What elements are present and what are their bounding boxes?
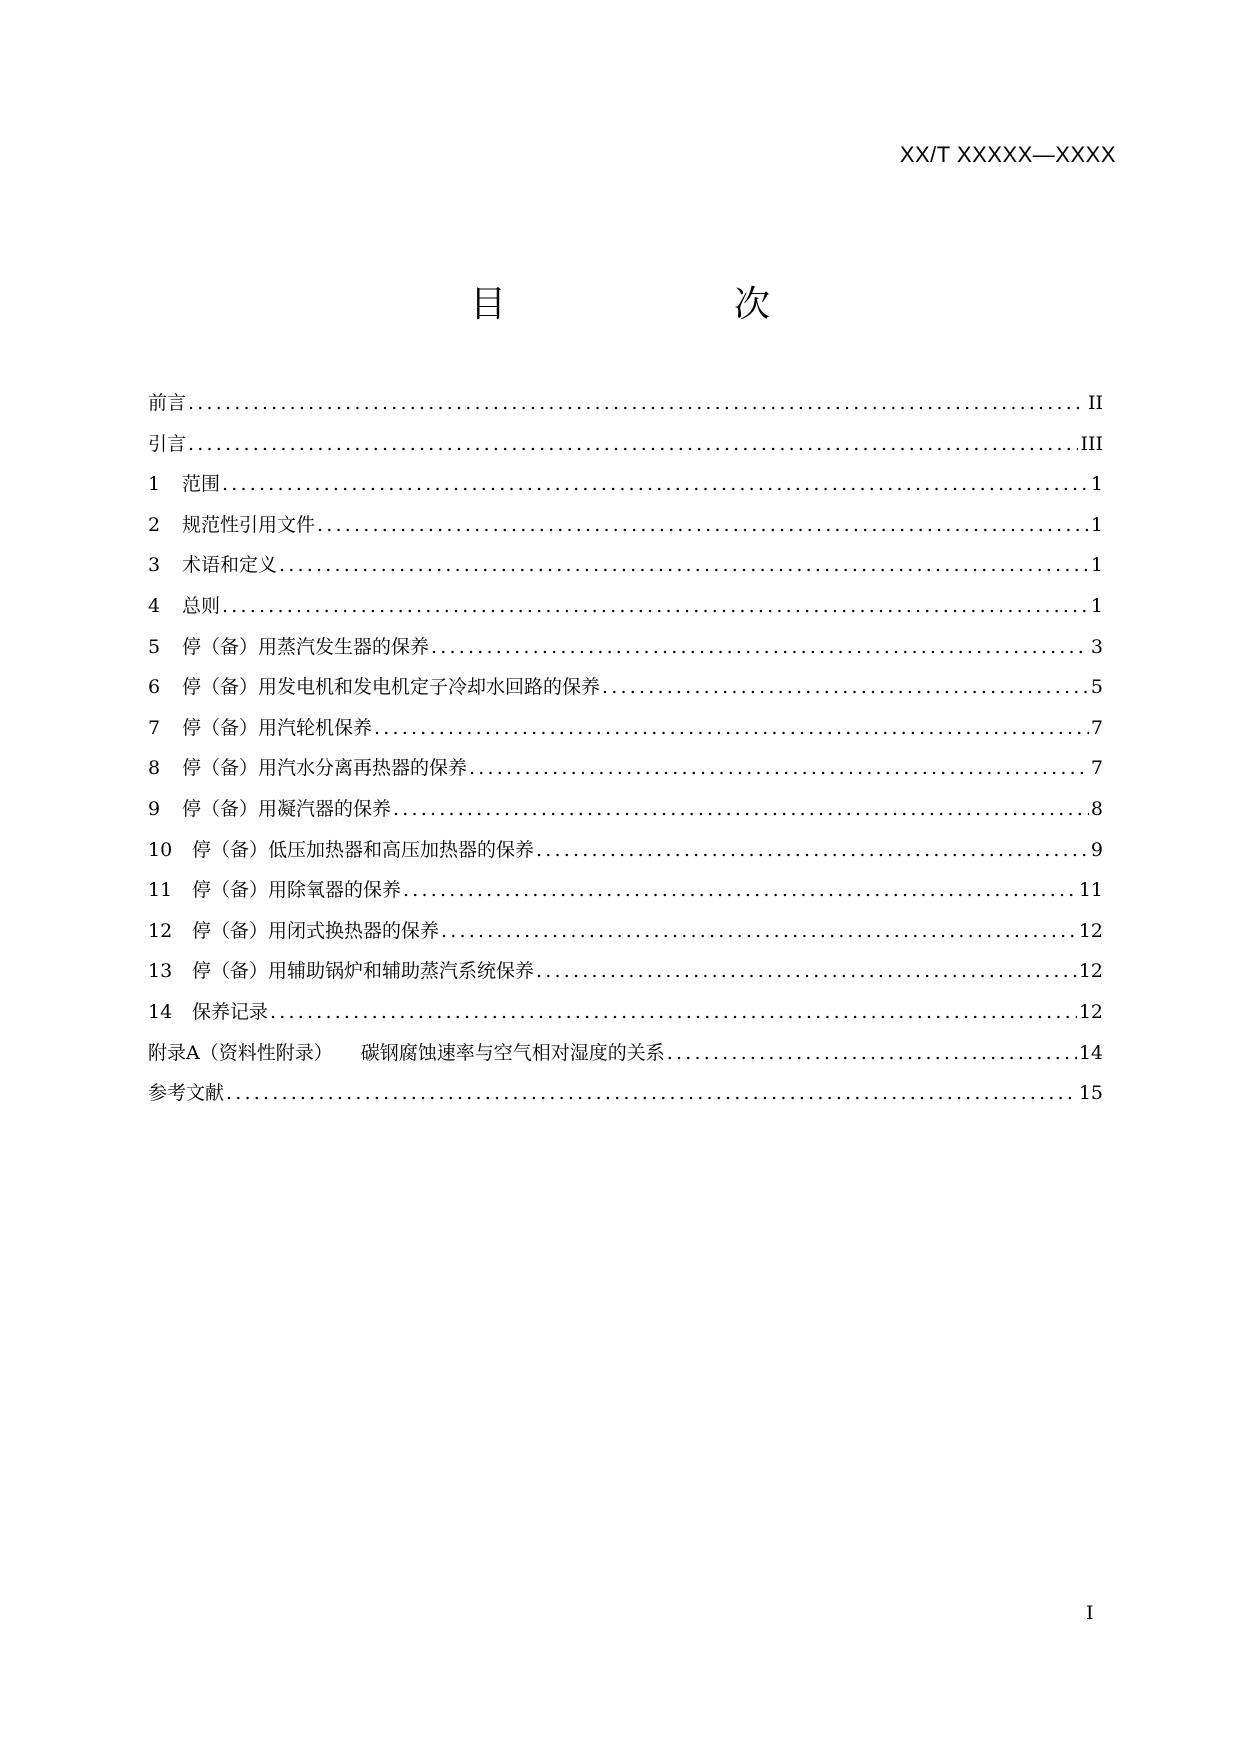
toc-entry-label: 术语和定义	[182, 554, 278, 577]
toc-leader-dots	[536, 839, 1089, 861]
toc-leader-dots	[403, 879, 1077, 901]
toc-entry-4[interactable]	[148, 591, 1103, 632]
toc-entry-number: 8	[148, 757, 161, 780]
toc-entry-references[interactable]	[148, 1078, 1103, 1119]
toc-entry-number: 5	[148, 635, 161, 658]
toc-entry-page: 12	[1078, 919, 1103, 942]
toc-entry-appendix-title: 碳钢腐蚀速率与空气相对湿度的关系	[360, 1041, 665, 1064]
toc-leader-dots	[188, 392, 1086, 414]
toc-entry-page: 11	[1078, 879, 1103, 902]
toc-entry-label: 参考文献	[148, 1082, 225, 1105]
toc-entry-14[interactable]	[148, 997, 1103, 1038]
toc-entry-label: 引言	[148, 432, 187, 455]
standard-code: XX/T XXXXX—XXXX	[899, 142, 1116, 167]
toc-entry-number: 9	[148, 797, 161, 820]
toc-entry-label: 前言	[148, 392, 187, 414]
toc-entry-label: 停（备）用除氧器的保养	[192, 879, 402, 902]
toc-entry-label: 停（备）用凝汽器的保养	[182, 797, 392, 820]
toc-entry-12[interactable]	[148, 916, 1103, 957]
toc-entry-page: 7	[1090, 757, 1103, 780]
toc-entry-number: 12	[148, 919, 173, 942]
toc-entry-label: 停（备）用辅助锅炉和辅助蒸汽系统保养	[192, 960, 535, 983]
toc-leader-dots	[222, 473, 1089, 495]
toc-entry-number: 2	[148, 513, 161, 536]
toc-entry-page: 12	[1078, 960, 1103, 983]
toc-leader-dots	[393, 798, 1089, 820]
toc-entry-1[interactable]	[148, 469, 1103, 510]
toc-entry-page: II	[1087, 392, 1103, 414]
toc-leader-dots	[226, 1082, 1077, 1104]
toc-entry-label: 停（备）用发电机和发电机定子冷却水回路的保养	[182, 676, 601, 699]
toc-entry-5[interactable]	[148, 632, 1103, 673]
toc-entry-page: 1	[1090, 513, 1103, 536]
toc-entry-appendix-a[interactable]	[148, 1038, 1103, 1079]
toc-leader-dots	[188, 433, 1078, 455]
page-title: 目 次	[469, 284, 822, 325]
toc-entry-page: III	[1080, 432, 1103, 455]
toc-entry-preface[interactable]	[148, 388, 1103, 429]
toc-entry-page: 3	[1090, 635, 1103, 658]
toc-entry-number: 6	[148, 676, 161, 699]
toc-entry-number: 10	[148, 838, 173, 861]
toc-entry-number: 3	[148, 554, 161, 577]
toc-entry-label: 附录A（资料性附录）	[148, 1041, 333, 1064]
toc-entry-label: 总则	[182, 594, 221, 617]
toc-entry-6[interactable]	[148, 672, 1103, 713]
toc-entry-10[interactable]	[148, 835, 1103, 876]
toc-leader-dots	[222, 595, 1089, 617]
toc-entry-label: 停（备）用汽轮机保养	[182, 716, 373, 739]
toc-entry-number: 1	[148, 473, 161, 496]
page-number: I	[1086, 1602, 1094, 1624]
toc-entry-9[interactable]	[148, 794, 1103, 835]
table-of-contents	[148, 388, 1103, 1119]
toc-entry-page: 1	[1090, 473, 1103, 496]
toc-leader-dots	[667, 1042, 1077, 1064]
toc-entry-number: 4	[148, 594, 161, 617]
toc-entry-page: 8	[1090, 797, 1103, 820]
toc-entry-page: 1	[1090, 594, 1103, 617]
toc-entry-label: 规范性引用文件	[182, 513, 316, 536]
toc-entry-8[interactable]	[148, 753, 1103, 794]
toc-entry-page: 14	[1078, 1041, 1103, 1064]
toc-entry-number: 11	[148, 879, 173, 902]
toc-entry-page: 9	[1090, 838, 1103, 861]
toc-entry-7[interactable]	[148, 713, 1103, 754]
toc-entry-label: 停（备）用蒸汽发生器的保养	[182, 635, 430, 658]
toc-leader-dots	[270, 1001, 1077, 1023]
toc-entry-label: 保养记录	[192, 1000, 269, 1023]
toc-leader-dots	[602, 676, 1089, 698]
toc-entry-number: 14	[148, 1000, 173, 1023]
toc-entry-2[interactable]	[148, 510, 1103, 551]
toc-entry-label: 停（备）低压加热器和高压加热器的保养	[192, 838, 535, 861]
toc-entry-page: 12	[1078, 1000, 1103, 1023]
toc-leader-dots	[317, 514, 1089, 536]
toc-leader-dots	[469, 757, 1089, 779]
toc-leader-dots	[374, 717, 1089, 739]
toc-leader-dots	[279, 554, 1089, 576]
toc-entry-13[interactable]	[148, 956, 1103, 997]
toc-leader-dots	[431, 636, 1089, 658]
toc-leader-dots	[441, 920, 1077, 942]
toc-entry-page: 5	[1090, 676, 1103, 699]
toc-entry-number: 7	[148, 716, 161, 739]
toc-entry-page: 7	[1090, 716, 1103, 739]
toc-leader-dots	[536, 960, 1077, 982]
toc-entry-introduction[interactable]	[148, 429, 1103, 470]
toc-entry-3[interactable]	[148, 550, 1103, 591]
toc-entry-page: 1	[1090, 554, 1103, 577]
toc-entry-label: 停（备）用闭式换热器的保养	[192, 919, 440, 942]
toc-entry-11[interactable]	[148, 875, 1103, 916]
toc-entry-number: 13	[148, 960, 173, 983]
toc-entry-label: 范围	[182, 473, 221, 496]
toc-entry-label: 停（备）用汽水分离再热器的保养	[182, 757, 468, 780]
toc-entry-page: 15	[1078, 1082, 1103, 1105]
